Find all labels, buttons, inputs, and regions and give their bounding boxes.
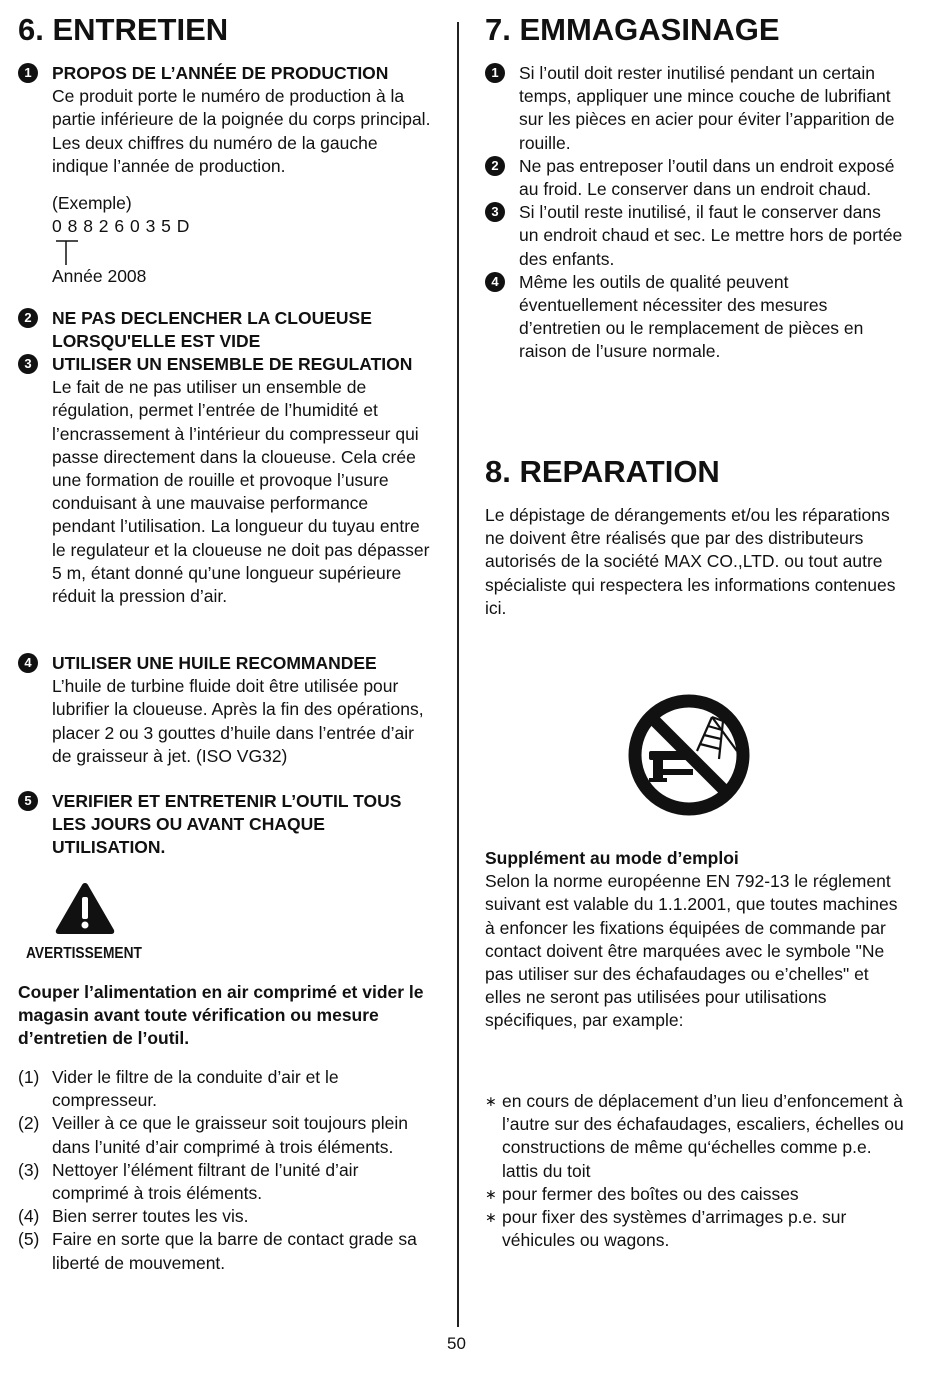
storage-item bbox=[485, 62, 905, 155]
step-item bbox=[18, 1159, 433, 1205]
number-badge: 1 bbox=[18, 63, 38, 83]
number-badge: 5 bbox=[18, 791, 38, 811]
number-badge: 3 bbox=[18, 354, 38, 374]
step-number: (1) bbox=[18, 1067, 40, 1087]
column-divider bbox=[457, 22, 459, 1327]
storage-item bbox=[485, 201, 905, 271]
section-7-title: 7. EMMAGASINAGE bbox=[485, 12, 780, 47]
item-text: Ce produit porte le numéro de production à la partie inférieure de la poignée du corps principal. Les deux chiffres du numéro de la gauche indique l’année de production. bbox=[52, 86, 431, 176]
bullet-item bbox=[485, 1183, 905, 1206]
year-marker-icon bbox=[52, 238, 82, 266]
maintenance-steps bbox=[18, 1066, 433, 1275]
storage-item bbox=[485, 155, 905, 201]
bullet-star-icon: ∗ bbox=[485, 1093, 497, 1109]
no-scaffold-prohibition-icon bbox=[627, 693, 751, 817]
entretien-item-1 bbox=[18, 62, 433, 178]
step-item bbox=[18, 1205, 433, 1228]
supplement-block bbox=[485, 847, 905, 1033]
number-badge: 2 bbox=[485, 156, 505, 176]
number-badge: 1 bbox=[485, 63, 505, 83]
supplement-bullets bbox=[485, 1090, 905, 1252]
storage-text: Si l’outil doit rester inutilisé pendant un certain temps, appliquer une mince couche de lubrifiant sur les pièces en acier pour éviter l’apparition de rouille. bbox=[519, 63, 895, 153]
section-8-title: 8. REPARATION bbox=[485, 454, 720, 489]
item-text: Le fait de ne pas utiliser un ensemble de régulation, permet l’entrée de l’humidité et l’encrassement à l’intérieur du compresseur qui passe directement dans la cloueuse. Cela crée une formation de rouille et provoque l’usure conduisant à une mauvaise performance pendant l’utilisation. La longueur du tuyau entre le regulateur et la cloueuse ne doit pas dépasser 5 m, étant donné qu’une longueur supérieure réduit la pression d’air. bbox=[52, 377, 430, 607]
item-heading: PROPOS DE L’ANNÉE DE PRODUCTION bbox=[52, 63, 389, 83]
repair-text: Le dépistage de dérangements et/ou les réparations ne doivent être réalisés que par des distributeurs autorisés de la société MAX CO.,LTD. ou tout autre spécialiste qui respectera les informations contenues ici. bbox=[485, 505, 896, 618]
number-badge: 2 bbox=[18, 308, 38, 328]
warning-label: AVERTISSEMENT bbox=[26, 945, 142, 962]
step-item bbox=[18, 1066, 433, 1112]
item-text: L’huile de turbine fluide doit être utilisée pour lubrifier la cloueuse. Après la fin des opérations, placer 2 ou 3 gouttes d’huile dans l’entrée d’air de graisseur à jet. (ISO VG32) bbox=[52, 676, 424, 766]
example-label: (Exemple) bbox=[52, 193, 132, 213]
warning-triangle-icon bbox=[54, 880, 116, 936]
entretien-item-3 bbox=[18, 353, 433, 608]
bullet-item bbox=[485, 1206, 905, 1252]
bullet-item bbox=[485, 1090, 905, 1183]
step-number: (3) bbox=[18, 1159, 40, 1180]
entretien-item-5 bbox=[18, 790, 433, 860]
step-number: (2) bbox=[18, 1113, 40, 1134]
item-heading: NE PAS DECLENCHER LA CLOUEUSE LORSQU'ELLE EST VIDE bbox=[52, 308, 372, 352]
step-text: Nettoyer l’élément filtrant de l’unité d’air comprimé à trois éléments. bbox=[52, 1159, 359, 1204]
bullet-text: pour fixer des systèmes d’arrimages p.e. sur véhicules ou wagons. bbox=[502, 1207, 847, 1251]
bullet-star-icon: ∗ bbox=[485, 1185, 497, 1202]
supplement-text: Selon la norme européenne EN 792-13 le réglement suivant est valable du 1.1.2001, que toutes machines à enfoncer les fixations équipées de commande par contact doivent être marquées avec le symbole "Ne pas utiliser sur des échafaudages ou e’chelles" et elles ne seront pas utilisées pour utilisations spécifiques, par example: bbox=[485, 871, 898, 1031]
section-6-title: 6. ENTRETIEN bbox=[18, 12, 229, 47]
step-text: Veiller à ce que le graisseur soit toujours plein dans l’unité d’air comprimé à trois éléments. bbox=[52, 1113, 409, 1157]
step-text: Vider le filtre de la conduite d’air et le compresseur. bbox=[52, 1067, 339, 1111]
entretien-item-4 bbox=[18, 652, 433, 768]
step-item bbox=[18, 1112, 433, 1158]
page-number: 50 bbox=[447, 1334, 466, 1353]
storage-text: Ne pas entreposer l’outil dans un endroit exposé au froid. Le conserver dans un endroit chaud. bbox=[519, 155, 895, 200]
entretien-item-2 bbox=[18, 307, 433, 353]
storage-text: Même les outils de qualité peuvent éventuellement nécessiter des mesures d’entretien ou le remplacement de pièces en raison de l’usure normale. bbox=[519, 271, 864, 362]
item-heading: VERIFIER ET ENTRETENIR L’OUTIL TOUS LES JOURS OU AVANT CHAQUE UTILISATION. bbox=[52, 791, 402, 858]
item-heading: UTILISER UNE HUILE RECOMMANDEE bbox=[52, 653, 377, 673]
storage-item bbox=[485, 271, 905, 364]
number-badge: 3 bbox=[485, 202, 505, 222]
bullet-star-icon: ∗ bbox=[485, 1209, 497, 1226]
bullet-text: en cours de déplacement d’un lieu d’enfoncement à l’autre sur des échafaudages, escaliers, échelles ou constructions de même qu‘échelles comme p.e. lattis du toit bbox=[502, 1091, 904, 1181]
bullet-text: pour fermer des boîtes ou des caisses bbox=[502, 1183, 799, 1204]
step-number: (4) bbox=[18, 1206, 40, 1227]
step-text: Faire en sorte que la barre de contact grade sa liberté de mouvement. bbox=[52, 1229, 417, 1273]
example-code: 0 8 8 2 6 0 3 5 D bbox=[52, 216, 190, 236]
number-badge: 4 bbox=[18, 653, 38, 673]
step-number: (5) bbox=[18, 1229, 40, 1250]
storage-text: Si l’outil reste inutilisé, il faut le conserver dans un endroit chaud et sec. Le mettre hors de portée des enfants. bbox=[519, 202, 903, 269]
step-text: Bien serrer toutes les vis. bbox=[52, 1206, 249, 1227]
number-badge: 4 bbox=[485, 272, 505, 292]
warning-text: Couper l’alimentation en air comprimé et vider le magasin avant toute vérification ou mesure d’entretien de l’outil. bbox=[18, 982, 424, 1049]
item-heading: UTILISER UN ENSEMBLE DE REGULATION bbox=[52, 354, 413, 374]
supplement-heading: Supplément au mode d’emploi bbox=[485, 848, 739, 868]
step-item bbox=[18, 1228, 433, 1274]
year-label: Année 2008 bbox=[52, 266, 147, 286]
storage-list bbox=[485, 62, 905, 364]
